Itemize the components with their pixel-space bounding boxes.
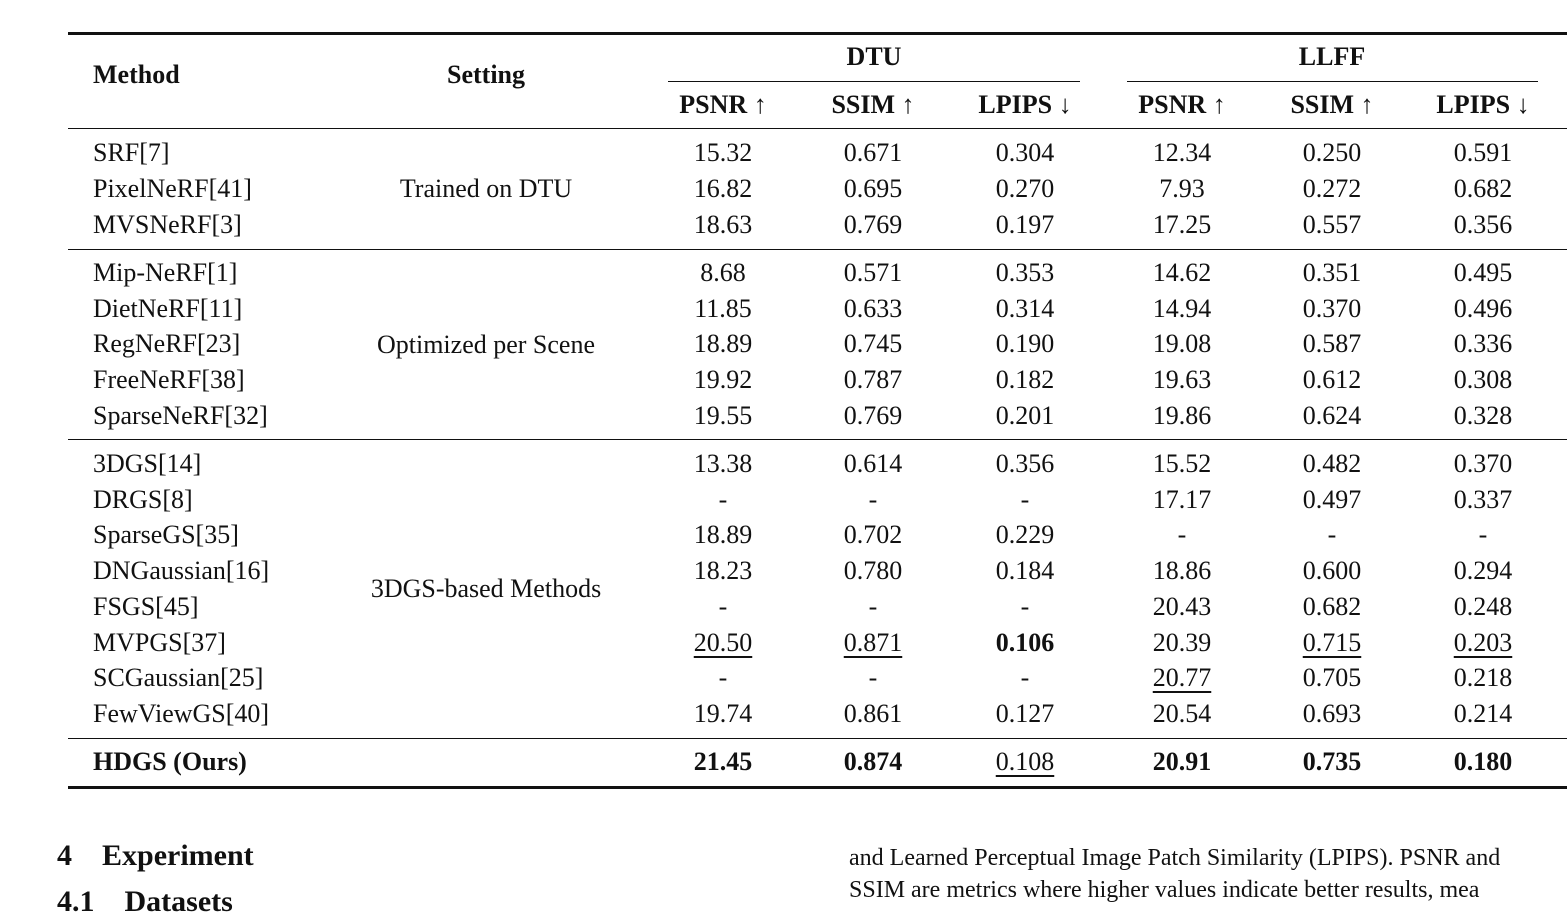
method-cell: 3DGS[14] [93, 449, 202, 478]
value-cell: 19.92 [693, 365, 753, 394]
method-cell: SparseGS[35] [93, 520, 239, 549]
value-cell: 0.861 [843, 699, 903, 728]
method-cell: HDGS (Ours) [93, 747, 247, 776]
subsection-title: Datasets [124, 885, 233, 918]
value-cell: 0.203 [1453, 628, 1513, 657]
method-cell: DRGS[8] [93, 485, 193, 514]
value-cell: - [1020, 663, 1030, 692]
value-cell: 20.54 [1152, 699, 1212, 728]
method-cell: Mip-NeRF[1] [93, 258, 238, 287]
value-cell: 18.63 [693, 210, 753, 239]
value-cell: - [868, 663, 878, 692]
value-cell: 0.353 [995, 258, 1055, 287]
dtu-group-rule [668, 81, 1080, 82]
value-cell: 0.591 [1453, 138, 1513, 167]
value-cell: 0.715 [1302, 628, 1362, 657]
section-rule-2 [68, 439, 1567, 440]
value-cell: 0.780 [843, 556, 903, 585]
value-cell: 0.351 [1302, 258, 1362, 287]
value-cell: 7.93 [1159, 174, 1205, 203]
method-cell: FewViewGS[40] [93, 699, 270, 728]
value-cell: - [1020, 485, 1030, 514]
value-cell: 0.571 [843, 258, 903, 287]
table-bottom-rule [68, 786, 1567, 789]
value-cell: 0.497 [1302, 485, 1362, 514]
section-number: 4 [57, 839, 72, 872]
value-cell: 0.127 [995, 699, 1055, 728]
value-cell: 0.180 [1453, 747, 1513, 776]
ours-top-rule [68, 738, 1567, 739]
method-cell: SparseNeRF[32] [93, 401, 268, 430]
value-cell: 0.702 [843, 520, 903, 549]
method-cell: SRF[7] [93, 138, 170, 167]
value-cell: 0.874 [843, 747, 903, 776]
section-title: Experiment [102, 839, 254, 872]
value-cell: 0.356 [995, 449, 1055, 478]
value-cell: 18.86 [1152, 556, 1212, 585]
header-bottom-rule [68, 128, 1567, 129]
value-cell: 0.633 [843, 294, 903, 323]
value-cell: 0.495 [1453, 258, 1513, 287]
value-cell: 0.308 [1453, 365, 1513, 394]
method-cell: SCGaussian[25] [93, 663, 264, 692]
value-cell: 0.314 [995, 294, 1055, 323]
setting-cell: 3DGS-based Methods [370, 574, 602, 603]
value-cell: 0.214 [1453, 699, 1513, 728]
subsection-number: 4.1 [57, 885, 95, 918]
value-cell: 16.82 [693, 174, 753, 203]
value-cell: 0.190 [995, 329, 1055, 358]
value-cell: 0.871 [843, 628, 903, 657]
llff-group-rule [1127, 81, 1538, 82]
value-cell: 0.787 [843, 365, 903, 394]
value-cell: 0.106 [995, 628, 1055, 657]
dtu-group-header: DTU [846, 42, 902, 71]
value-cell: 0.272 [1302, 174, 1362, 203]
value-cell: 14.94 [1152, 294, 1212, 323]
value-cell: 15.52 [1152, 449, 1212, 478]
value-cell: 0.270 [995, 174, 1055, 203]
setting-column-header: Setting [447, 60, 525, 89]
value-cell: 0.587 [1302, 329, 1362, 358]
setting-cell: Optimized per Scene [376, 329, 596, 359]
value-cell: 19.55 [693, 401, 753, 430]
value-cell: - [1327, 520, 1337, 549]
method-cell: PixelNeRF[41] [93, 174, 252, 203]
value-cell: 0.496 [1453, 294, 1513, 323]
method-column-header: Method [93, 60, 180, 89]
value-cell: - [1177, 520, 1187, 549]
method-cell: MVPGS[37] [93, 628, 226, 657]
value-cell: 0.337 [1453, 485, 1513, 514]
value-cell: 0.356 [1453, 210, 1513, 239]
value-cell: - [868, 485, 878, 514]
metric-column-header: PSNR ↑ [1138, 90, 1226, 119]
value-cell: 0.328 [1453, 401, 1513, 430]
value-cell: 19.63 [1152, 365, 1212, 394]
value-cell: 0.218 [1453, 663, 1513, 692]
value-cell: 20.91 [1152, 747, 1212, 776]
metric-column-header: SSIM ↑ [831, 90, 915, 119]
metric-column-header: LPIPS ↓ [978, 90, 1072, 119]
value-cell: 0.482 [1302, 449, 1362, 478]
value-cell: 0.682 [1453, 174, 1513, 203]
value-cell: 19.86 [1152, 401, 1212, 430]
value-cell: 20.43 [1152, 592, 1212, 621]
metric-column-header: SSIM ↑ [1290, 90, 1374, 119]
value-cell: 0.336 [1453, 329, 1513, 358]
value-cell: 0.248 [1453, 592, 1513, 621]
value-cell: 0.370 [1453, 449, 1513, 478]
value-cell: 0.108 [995, 747, 1055, 776]
value-cell: 20.39 [1152, 628, 1212, 657]
metric-column-header: PSNR ↑ [679, 90, 767, 119]
value-cell: 0.557 [1302, 210, 1362, 239]
value-cell: - [718, 663, 728, 692]
value-cell: 0.682 [1302, 592, 1362, 621]
value-cell: 0.769 [843, 401, 903, 430]
metric-column-header: LPIPS ↓ [1436, 90, 1530, 119]
method-cell: DNGaussian[16] [93, 556, 270, 585]
value-cell: 19.08 [1152, 329, 1212, 358]
value-cell: 0.201 [995, 401, 1055, 430]
value-cell: 0.184 [995, 556, 1055, 585]
value-cell: 12.34 [1152, 138, 1212, 167]
value-cell: 0.624 [1302, 401, 1362, 430]
value-cell: 20.77 [1152, 663, 1212, 692]
paragraph-line: SSIM are metrics where higher values indicate better results, mea [849, 877, 1480, 903]
section-rule-1 [68, 249, 1567, 250]
method-cell: FSGS[45] [93, 592, 199, 621]
value-cell: 0.695 [843, 174, 903, 203]
value-cell: 0.304 [995, 138, 1055, 167]
value-cell: 0.735 [1302, 747, 1362, 776]
value-cell: 0.612 [1302, 365, 1362, 394]
method-cell: MVSNeRF[3] [93, 210, 242, 239]
method-cell: FreeNeRF[38] [93, 365, 245, 394]
subsection-heading [57, 885, 233, 919]
llff-group-header: LLFF [1298, 42, 1366, 71]
value-cell: 11.85 [694, 294, 752, 323]
value-cell: 13.38 [693, 449, 753, 478]
value-cell: 0.705 [1302, 663, 1362, 692]
section-heading [57, 839, 254, 873]
method-cell: RegNeRF[23] [93, 329, 241, 358]
value-cell: 15.32 [693, 138, 753, 167]
value-cell: - [1020, 592, 1030, 621]
value-cell: 0.294 [1453, 556, 1513, 585]
value-cell: 18.89 [693, 520, 753, 549]
value-cell: 20.50 [693, 628, 753, 657]
value-cell: 0.229 [995, 520, 1055, 549]
value-cell: 18.89 [693, 329, 753, 358]
value-cell: 8.68 [700, 258, 746, 287]
value-cell: 0.671 [843, 138, 903, 167]
value-cell: 0.182 [995, 365, 1055, 394]
value-cell: - [718, 485, 728, 514]
value-cell: 17.17 [1152, 485, 1212, 514]
setting-cell: Trained on DTU [399, 174, 573, 203]
table-top-rule [68, 32, 1567, 35]
value-cell: 0.250 [1302, 138, 1362, 167]
value-cell: 0.769 [843, 210, 903, 239]
value-cell: - [868, 592, 878, 621]
paragraph-line: and Learned Perceptual Image Patch Similarity (LPIPS). PSNR and [849, 845, 1501, 871]
value-cell: 19.74 [693, 699, 753, 728]
value-cell: - [1478, 520, 1488, 549]
value-cell: 14.62 [1152, 258, 1212, 287]
value-cell: 0.600 [1302, 556, 1362, 585]
value-cell: 0.614 [843, 449, 903, 478]
value-cell: - [718, 592, 728, 621]
value-cell: 21.45 [693, 747, 753, 776]
method-cell: DietNeRF[11] [93, 294, 243, 323]
value-cell: 18.23 [693, 556, 753, 585]
value-cell: 0.693 [1302, 699, 1362, 728]
value-cell: 0.370 [1302, 294, 1362, 323]
value-cell: 17.25 [1152, 210, 1212, 239]
value-cell: 0.745 [843, 329, 903, 358]
value-cell: 0.197 [995, 210, 1055, 239]
